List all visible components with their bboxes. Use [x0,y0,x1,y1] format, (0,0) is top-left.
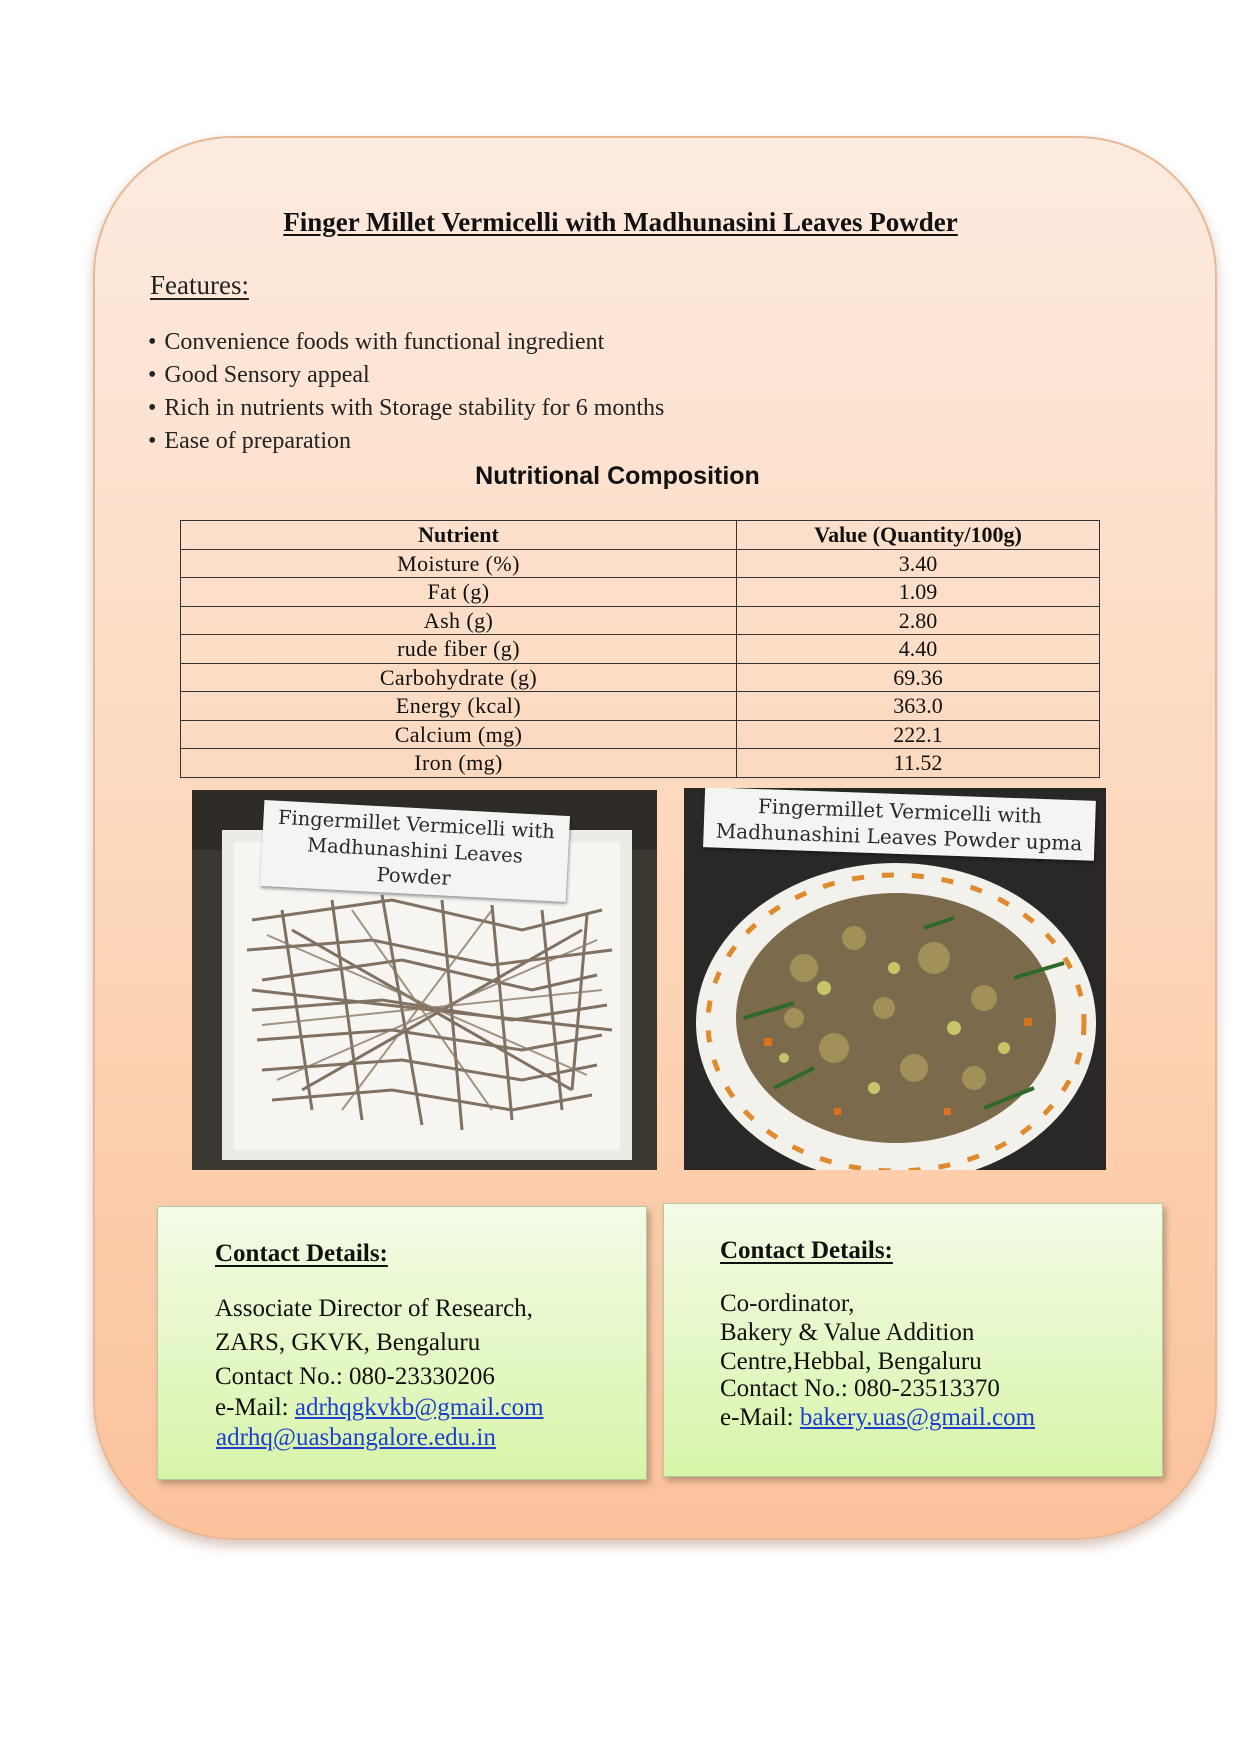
vermicelli-photo [192,790,657,1170]
table-row [181,635,1100,664]
email-label: e-Mail: [215,1394,295,1421]
page-title: Finger Millet Vermicelli with Madhunasini Leaves Powder [283,207,958,237]
nutrient-cell: rude fiber (g) [181,635,737,664]
table-row [181,720,1100,749]
value-cell: 222.1 [737,720,1100,749]
nutrient-cell: Fat (g) [181,578,737,607]
feature-item: • Rich in nutrients with Storage stability for 6 months [148,392,664,425]
feature-item: • Good Sensory appeal [148,359,664,392]
feature-item: • Ease of preparation [148,425,664,458]
nutrient-cell: Ash (g) [181,606,737,635]
value-cell: 363.0 [737,692,1100,721]
nutrition-heading: Nutritional Composition [475,462,760,490]
email-link-bakery[interactable]: bakery.uas@gmail.com [799,1404,1036,1431]
contact-title: Associate Director of Research, [215,1295,533,1322]
table-row [181,749,1100,778]
vermicelli-caption: Fingermillet Vermicelli with Madhunashini Leaves Powder [260,800,570,902]
nutrient-cell: Moisture (%) [181,549,737,578]
email-label: e-Mail: [720,1404,800,1431]
contact-email-row [720,1404,1035,1432]
contact-email-row-2 [216,1424,496,1452]
features-heading: Features: [150,270,249,300]
upma-photo [684,788,1106,1170]
contact-address: Bakery & Value Addition [720,1319,975,1346]
nutrient-cell: Energy (kcal) [181,692,737,721]
features-list [148,326,664,458]
feature-item: • Convenience foods with functional ingredient [148,326,664,359]
table-row [181,663,1100,692]
nutrient-cell: Calcium (mg) [181,720,737,749]
contact-address: ZARS, GKVK, Bengaluru [215,1329,481,1356]
contact-box-research [157,1206,647,1480]
table-row [181,692,1100,721]
contact-email-row [215,1394,544,1422]
value-cell: 11.52 [737,749,1100,778]
upma-caption: Fingermillet Vermicelli with Madhunashini Leaves Powder upma [703,788,1096,861]
column-header-value: Value (Quantity/100g) [737,521,1100,550]
value-cell: 1.09 [737,578,1100,607]
contact-heading: Contact Details: [720,1237,893,1264]
email-link-gmail[interactable]: adrhqgkvkb@gmail.com [294,1394,544,1421]
value-cell: 2.80 [737,606,1100,635]
nutrient-cell: Iron (mg) [181,749,737,778]
table-row [181,578,1100,607]
contact-heading: Contact Details: [215,1240,388,1267]
email-link-uas[interactable]: adrhq@uasbangalore.edu.in [216,1424,496,1451]
contact-phone: Contact No.: 080-23330206 [215,1363,495,1390]
value-cell: 4.40 [737,635,1100,664]
nutrient-cell: Carbohydrate (g) [181,663,737,692]
contact-phone: Contact No.: 080-23513370 [720,1375,1000,1402]
contact-box-bakery [663,1203,1163,1477]
value-cell: 3.40 [737,549,1100,578]
nutrition-table [180,520,1100,778]
table-row [181,606,1100,635]
column-header-nutrient: Nutrient [181,521,737,550]
contact-address-2: Centre,Hebbal, Bengaluru [720,1348,982,1375]
value-cell: 69.36 [737,663,1100,692]
table-header-row [181,521,1100,550]
table-row [181,549,1100,578]
contact-title: Co-ordinator, [720,1290,855,1317]
